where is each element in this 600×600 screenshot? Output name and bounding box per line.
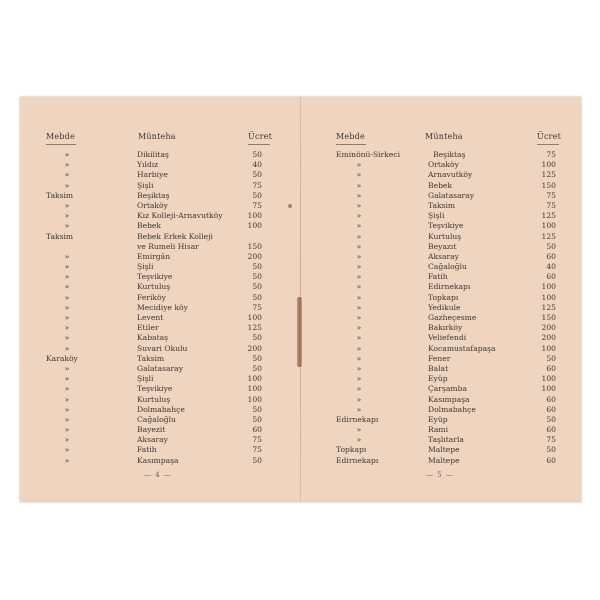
table-row — [300, 150, 581, 160]
fare-cell: 60 — [546, 394, 556, 404]
fare-cell: 75 — [252, 180, 262, 190]
fare-cell: 50 — [252, 353, 262, 363]
fare-cell: 75 — [252, 200, 262, 210]
destination-cell: Balat — [428, 363, 449, 373]
fare-cell: 125 — [541, 211, 556, 221]
fare-cell: 200 — [541, 323, 556, 333]
origin-cell: » — [64, 414, 70, 424]
destination-cell: ve Rumeli Hisar — [137, 241, 199, 251]
table-row — [20, 170, 300, 180]
origin-cell: » — [64, 282, 70, 292]
origin-cell: » — [356, 323, 362, 333]
fare-cell: 60 — [252, 425, 262, 435]
fare-cell: 75 — [546, 435, 556, 445]
fare-cell: 75 — [252, 435, 262, 445]
table-row — [20, 364, 300, 374]
table-row — [300, 221, 581, 231]
origin-cell: Edirnekapı — [336, 414, 379, 424]
table-row — [300, 160, 581, 170]
fare-cell: 50 — [252, 150, 262, 159]
table-row — [300, 435, 581, 445]
destination-cell: Galatasaray — [137, 363, 184, 373]
table-row — [20, 282, 300, 292]
origin-cell: » — [356, 221, 362, 231]
table-row — [20, 242, 300, 252]
origin-cell: » — [356, 302, 362, 312]
origin-cell: » — [64, 374, 70, 384]
destination-cell: Bakırköy — [428, 323, 463, 333]
fare-cell: 75 — [546, 150, 556, 159]
table-row — [300, 293, 581, 303]
destination-cell: Beşiktaş — [433, 150, 466, 159]
origin-cell: » — [356, 363, 362, 373]
table-row — [300, 323, 581, 333]
table-row — [20, 395, 300, 405]
fare-table — [20, 150, 300, 466]
table-row — [20, 160, 300, 170]
table-row — [300, 282, 581, 292]
origin-cell: » — [356, 404, 362, 414]
header-fare: Ücret — [248, 132, 272, 141]
fare-cell: 125 — [541, 231, 556, 241]
fare-cell: 150 — [541, 180, 556, 190]
destination-cell: Harbiye — [137, 170, 168, 180]
destination-cell: Yedikule — [428, 302, 461, 312]
origin-cell: » — [356, 343, 362, 353]
destination-cell: Teşvikiye — [137, 384, 173, 394]
table-row — [300, 364, 581, 374]
table-row — [20, 415, 300, 425]
table-row — [300, 201, 581, 211]
fare-cell: 100 — [247, 221, 262, 231]
destination-cell: Rami — [428, 425, 449, 435]
destination-cell: Şişli — [428, 211, 445, 221]
table-row — [20, 313, 300, 323]
table-row — [20, 181, 300, 191]
origin-cell: Eminönü-Sirkeci — [336, 150, 401, 159]
fare-cell: 50 — [252, 170, 262, 180]
origin-cell: » — [64, 404, 70, 414]
table-row — [20, 354, 300, 364]
destination-cell: Ortaköy — [428, 160, 459, 170]
fare-cell: 100 — [541, 384, 556, 394]
origin-cell: » — [64, 313, 70, 322]
destination-cell: Beşiktaş — [137, 190, 170, 200]
right-page — [300, 97, 581, 502]
origin-cell: » — [64, 221, 70, 231]
table-row — [300, 272, 581, 282]
table-row — [20, 232, 300, 242]
table-row — [300, 354, 581, 364]
table-row — [300, 425, 581, 435]
destination-cell: Cağaloğlu — [428, 262, 467, 272]
table-row — [300, 395, 581, 405]
table-row — [300, 445, 581, 455]
destination-cell: Yıldız — [137, 160, 159, 170]
header-underline — [248, 144, 270, 145]
destination-cell: Şişli — [137, 262, 154, 272]
destination-cell: Kasımpaşa — [137, 455, 179, 465]
fare-cell: 60 — [546, 425, 556, 435]
origin-cell: » — [64, 200, 70, 210]
fare-cell: 100 — [247, 394, 262, 404]
table-row — [300, 344, 581, 354]
fare-cell: 100 — [247, 313, 262, 322]
origin-cell: » — [356, 241, 362, 251]
header-from: Mebde — [46, 132, 75, 141]
table-row — [300, 405, 581, 415]
destination-cell: Mecidiye köy — [137, 302, 188, 312]
origin-cell: » — [64, 170, 70, 180]
destination-cell: Maltepe — [428, 445, 460, 455]
table-row — [20, 425, 300, 435]
table-row — [300, 181, 581, 191]
fare-cell: 150 — [247, 241, 262, 251]
destination-cell: Eyüp — [428, 374, 448, 384]
table-row — [300, 191, 581, 201]
table-row — [300, 211, 581, 221]
fare-cell: 125 — [541, 170, 556, 180]
origin-cell: » — [64, 333, 70, 343]
origin-cell: Taksim — [46, 231, 74, 241]
origin-cell: Karaköy — [46, 353, 78, 363]
fare-cell: 50 — [252, 363, 262, 373]
origin-cell: » — [64, 180, 70, 190]
fare-cell: 75 — [546, 200, 556, 210]
fare-cell: 125 — [541, 302, 556, 312]
fare-cell: 50 — [252, 455, 262, 465]
table-row — [20, 384, 300, 394]
origin-cell: » — [64, 211, 70, 221]
origin-cell: » — [356, 394, 362, 404]
destination-cell: Galatasaray — [428, 190, 475, 200]
table-row — [300, 252, 581, 262]
origin-cell: » — [64, 343, 70, 353]
origin-cell: » — [64, 292, 70, 302]
fare-cell: 50 — [546, 414, 556, 424]
origin-cell: » — [64, 384, 70, 394]
fare-cell: 100 — [541, 282, 556, 292]
fare-cell: 50 — [252, 262, 262, 272]
origin-cell: » — [64, 302, 70, 312]
fare-cell: 50 — [252, 404, 262, 414]
origin-cell: » — [64, 394, 70, 404]
destination-cell: Şişli — [137, 374, 154, 384]
origin-cell: » — [64, 363, 70, 373]
table-row — [20, 333, 300, 343]
fare-cell: 200 — [541, 333, 556, 343]
destination-cell: Taksim — [428, 200, 456, 210]
table-row — [20, 150, 300, 160]
fare-cell: 100 — [247, 384, 262, 394]
table-row — [20, 293, 300, 303]
page-number: — 4 — — [144, 471, 172, 479]
destination-cell: Fatih — [428, 272, 448, 282]
destination-cell: Bebek Erkek Kolleji — [137, 231, 213, 241]
page-number: — 5 — — [426, 471, 454, 479]
header-underline — [46, 144, 76, 145]
destination-cell: Bebek — [137, 221, 162, 231]
fare-cell: 60 — [546, 251, 556, 261]
table-row — [300, 262, 581, 272]
fare-cell: 75 — [252, 445, 262, 455]
fare-cell: 50 — [252, 282, 262, 292]
origin-cell: » — [64, 272, 70, 282]
fare-cell: 100 — [541, 374, 556, 384]
origin-cell: » — [356, 384, 362, 394]
table-row — [20, 456, 300, 466]
destination-cell: Kabataş — [137, 333, 169, 343]
origin-cell: » — [356, 231, 362, 241]
origin-cell: » — [356, 425, 362, 435]
destination-cell: Bebek — [428, 180, 453, 190]
destination-cell: Dolmabahçe — [428, 404, 476, 414]
origin-cell: » — [64, 251, 70, 261]
fare-cell: 100 — [541, 343, 556, 353]
fare-cell: 40 — [546, 262, 556, 272]
origin-cell: » — [356, 435, 362, 445]
origin-cell: » — [64, 323, 70, 333]
fare-cell: 60 — [546, 404, 556, 414]
destination-cell: Gazheçesme — [428, 313, 477, 322]
fare-cell: 50 — [546, 353, 556, 363]
table-row — [20, 445, 300, 455]
table-row — [20, 374, 300, 384]
origin-cell: » — [356, 374, 362, 384]
fare-cell: 60 — [546, 455, 556, 465]
destination-cell: Cağaloğlu — [137, 414, 176, 424]
header-to: Münteha — [425, 132, 463, 141]
fare-cell: 50 — [546, 445, 556, 455]
table-row — [300, 415, 581, 425]
origin-cell: » — [64, 150, 70, 159]
header-underline — [336, 144, 366, 145]
destination-cell: Kurtuluş — [428, 231, 462, 241]
open-booklet — [20, 97, 581, 502]
origin-cell: » — [356, 292, 362, 302]
fare-cell: 200 — [247, 343, 262, 353]
destination-cell: Fatih — [137, 445, 157, 455]
fare-cell: 100 — [541, 221, 556, 231]
destination-cell: Topkapı — [428, 292, 459, 302]
destination-cell: Kasımpaşa — [428, 394, 470, 404]
table-row — [300, 313, 581, 323]
destination-cell: Maltepe — [428, 455, 460, 465]
header-underline — [537, 144, 559, 145]
destination-cell: Levent — [137, 313, 164, 322]
destination-cell: Ortaköy — [137, 200, 168, 210]
table-row — [20, 303, 300, 313]
table-row — [300, 232, 581, 242]
fare-cell: 100 — [541, 160, 556, 170]
table-row — [300, 303, 581, 313]
origin-cell: » — [356, 262, 362, 272]
fare-cell: 100 — [247, 211, 262, 221]
table-row — [300, 456, 581, 466]
fare-cell: 50 — [252, 292, 262, 302]
destination-cell: Eyüp — [428, 414, 448, 424]
destination-cell: Beyazıt — [428, 241, 457, 251]
origin-cell: » — [356, 353, 362, 363]
origin-cell: Topkapı — [336, 445, 367, 455]
fare-cell: 100 — [541, 292, 556, 302]
origin-cell: » — [356, 251, 362, 261]
fare-cell: 50 — [252, 272, 262, 282]
destination-cell: Kız Kolleji-Arnavutköy — [137, 211, 223, 221]
destination-cell: Taşlıtarla — [428, 435, 464, 445]
fare-cell: 50 — [546, 241, 556, 251]
header-fare: Ücret — [537, 132, 561, 141]
fare-cell: 150 — [541, 313, 556, 322]
origin-cell: » — [64, 455, 70, 465]
table-row — [20, 262, 300, 272]
table-row — [20, 435, 300, 445]
fare-table — [300, 150, 581, 466]
origin-cell: » — [356, 313, 362, 322]
fare-cell: 75 — [252, 302, 262, 312]
origin-cell: » — [64, 262, 70, 272]
destination-cell: Feriköy — [137, 292, 166, 302]
destination-cell: Veliefendi — [428, 333, 467, 343]
table-row — [300, 242, 581, 252]
destination-cell: Taksim — [137, 353, 165, 363]
destination-cell: Kocamustafapaşa — [428, 343, 496, 353]
header-from: Mebde — [336, 132, 365, 141]
table-row — [20, 323, 300, 333]
table-row — [20, 201, 300, 211]
origin-cell: » — [64, 435, 70, 445]
table-row — [20, 191, 300, 201]
left-page — [20, 97, 300, 502]
origin-cell: » — [64, 445, 70, 455]
destination-cell: Suvari Okulu — [137, 343, 188, 353]
table-row — [300, 333, 581, 343]
table-row — [20, 211, 300, 221]
fare-cell: 50 — [252, 414, 262, 424]
destination-cell: Edirnekapı — [428, 282, 471, 292]
origin-cell: » — [356, 211, 362, 221]
fare-cell: 40 — [252, 160, 262, 170]
origin-cell: » — [64, 160, 70, 170]
table-row — [300, 170, 581, 180]
destination-cell: Teşvikiye — [428, 221, 464, 231]
destination-cell: Kurtuluş — [137, 394, 171, 404]
table-row — [20, 221, 300, 231]
destination-cell: Aksaray — [428, 251, 459, 261]
origin-cell: » — [356, 333, 362, 343]
fare-cell: 125 — [247, 323, 262, 333]
table-row — [20, 405, 300, 415]
table-row — [20, 252, 300, 262]
destination-cell: Dolmabahçe — [137, 404, 185, 414]
origin-cell: » — [356, 190, 362, 200]
table-row — [20, 272, 300, 282]
fare-cell: 60 — [546, 272, 556, 282]
origin-cell: » — [356, 160, 362, 170]
destination-cell: Kurtuluş — [137, 282, 171, 292]
fare-cell: 75 — [546, 190, 556, 200]
destination-cell: Fener — [428, 353, 451, 363]
destination-cell: Şişli — [137, 180, 154, 190]
destination-cell: Teşvikiye — [137, 272, 173, 282]
destination-cell: Arnavutköy — [428, 170, 473, 180]
fare-cell: 50 — [252, 190, 262, 200]
origin-cell: Taksim — [46, 190, 74, 200]
fare-cell: 200 — [247, 251, 262, 261]
table-row — [20, 344, 300, 354]
fare-cell: 100 — [247, 374, 262, 384]
destination-cell: Etiler — [137, 323, 159, 333]
destination-cell: Çarşamba — [428, 384, 467, 394]
origin-cell: » — [356, 170, 362, 180]
origin-cell: » — [356, 272, 362, 282]
fare-cell: 60 — [546, 363, 556, 373]
header-to: Münteha — [138, 132, 176, 141]
destination-cell: Emirgân — [137, 251, 171, 261]
origin-cell: » — [356, 200, 362, 210]
origin-cell: » — [64, 425, 70, 435]
table-row — [300, 384, 581, 394]
destination-cell: Aksaray — [137, 435, 168, 445]
fare-cell: 50 — [252, 333, 262, 343]
destination-cell: Bayezit — [137, 425, 166, 435]
origin-cell: » — [356, 282, 362, 292]
origin-cell: Edirnekapı — [336, 455, 379, 465]
table-row — [300, 374, 581, 384]
origin-cell: » — [356, 180, 362, 190]
destination-cell: Dikilitaş — [137, 150, 169, 159]
